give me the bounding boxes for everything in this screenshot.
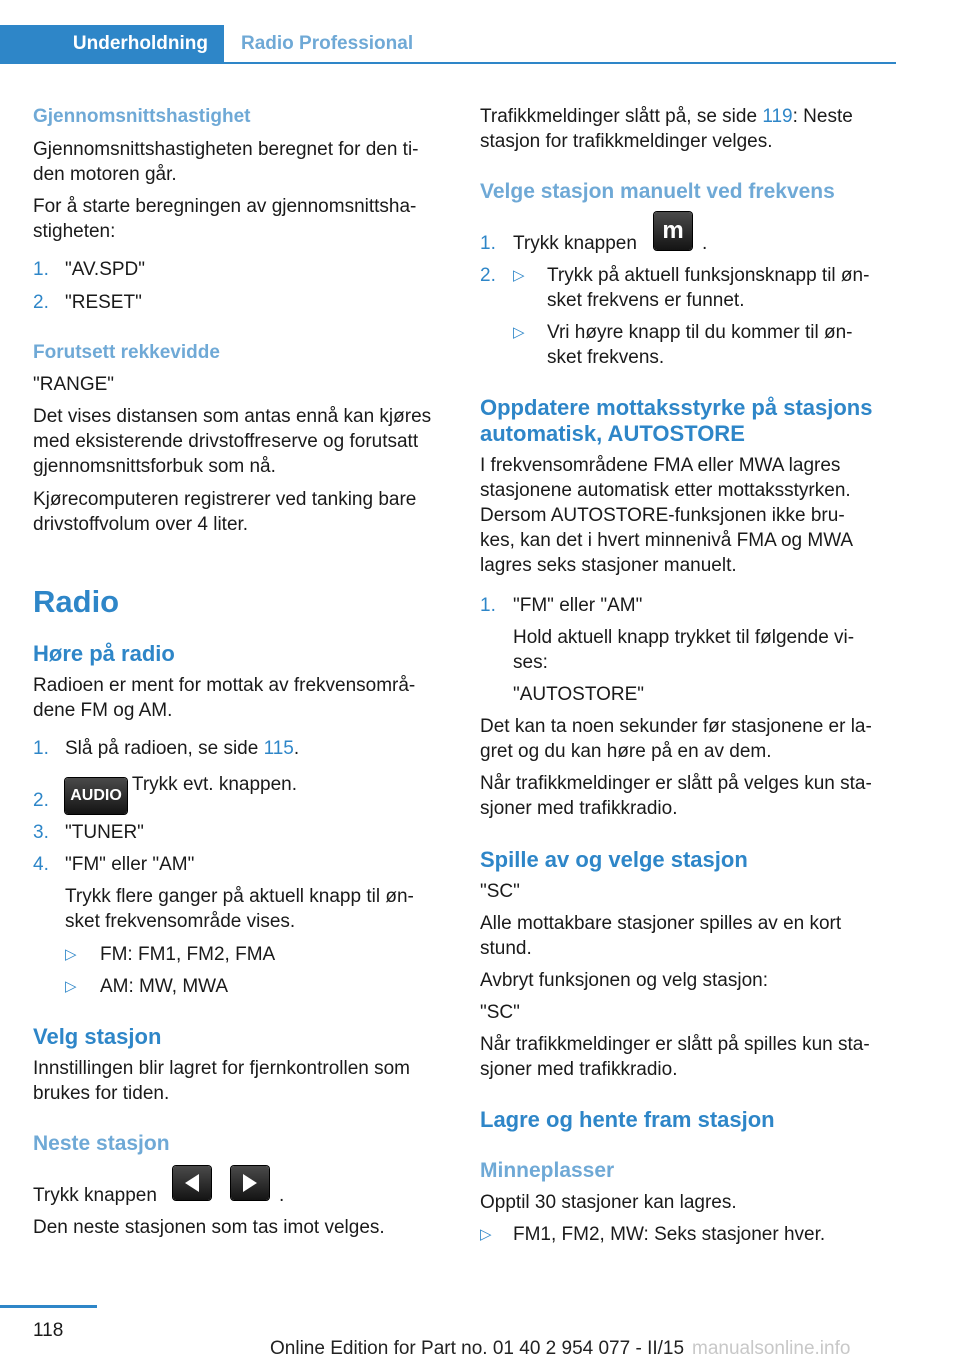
scan-code-2: "SC"	[480, 1002, 520, 1023]
bullet-text: Vri høyre knapp til du kommer til øn-	[547, 322, 853, 343]
select-station-text: Innstillingen blir lagret for fjernkontrollen som	[33, 1058, 411, 1079]
scan-text-2: stund.	[480, 938, 532, 959]
listen-text-2: dene FM og AM.	[33, 700, 173, 721]
list-number: 1.	[33, 738, 49, 759]
step-detail-2: sket frekvensområde vises.	[65, 911, 296, 932]
autostore-text: I frekvensområdene FMA eller MWA lagres	[480, 455, 841, 476]
listen-text: Radioen er ment for mottak av frekvensområ-	[33, 675, 416, 696]
next-station-result: Den neste stasjonen som tas imot velges.	[33, 1217, 385, 1238]
memory-text: Opptil 30 stasjoner kan lagres.	[480, 1192, 737, 1213]
autostore-text-2: stasjonene automatisk etter mottaksstyrken.	[480, 480, 851, 501]
scan-code: "SC"	[480, 881, 520, 902]
watermark: manualsonline.info	[692, 1338, 851, 1359]
triangle-bullet-icon: ▷	[480, 1226, 492, 1243]
list-number: 1.	[480, 595, 496, 616]
page-link-115[interactable]: 115	[263, 738, 294, 759]
range-heading: Forutsett rekkevidde	[33, 342, 220, 363]
avg-speed-text-cont: den motoren går.	[33, 164, 177, 185]
step-text: Trykk knappen	[513, 233, 637, 254]
next-arrow-button-icon	[231, 1166, 269, 1200]
autostore-text-3: Dersom AUTOSTORE-funksjonen ikke bru-	[480, 505, 845, 526]
autostore-heading-2: automatisk, AUTOSTORE	[480, 421, 745, 446]
list-number: 3.	[33, 822, 49, 843]
select-station-heading: Velg stasjon	[33, 1024, 162, 1049]
step-text: Slå på radioen, se side	[65, 738, 264, 759]
range-code: "RANGE"	[33, 374, 115, 395]
list-item-text: "AV.SPD"	[65, 259, 146, 280]
bullet-text-2: sket frekvens.	[547, 347, 665, 368]
step-text-end: .	[702, 233, 708, 254]
avg-speed-heading: Gjennomsnittshastighet	[33, 106, 251, 127]
traffic-text	[480, 104, 895, 129]
step-text: "FM" eller "AM"	[65, 854, 195, 875]
step-text: "FM" eller "AM"	[513, 595, 643, 616]
list-number: 2.	[480, 265, 496, 286]
triangle-bullet-icon: ▷	[65, 946, 77, 963]
list-number: 1.	[33, 259, 49, 280]
autostore-traffic-text-2: sjoner med trafikkradio.	[480, 798, 678, 819]
memory-heading: Minneplasser	[480, 1159, 615, 1182]
next-station-text: Trykk knappen	[33, 1185, 157, 1206]
avg-speed-start-text-cont: stigheten:	[33, 221, 116, 242]
autostore-heading: Oppdatere mottaksstyrke på stasjons	[480, 395, 873, 420]
edition-text: Online Edition for Part no. 01 40 2 954 077 - II/15	[270, 1338, 685, 1359]
list-number: 2.	[33, 292, 49, 313]
list-item-text: "RESET"	[65, 292, 142, 313]
step-text: "TUNER"	[65, 822, 144, 843]
list-number: 2.	[33, 790, 49, 811]
tab-radio-professional[interactable]: Radio Professional	[241, 33, 414, 54]
step-detail: Trykk flere ganger på aktuell knapp til øn-	[65, 886, 414, 907]
menu-m-button-icon: m	[654, 212, 692, 250]
list-number: 1.	[480, 233, 496, 254]
manual-tuning-heading: Velge stasjon manuelt ved frekvens	[480, 180, 835, 203]
range-tanking-text: Kjørecomputeren registrerer ved tanking bare	[33, 489, 417, 510]
scan-cancel-text: Avbryt funksjonen og velg stasjon:	[480, 970, 768, 991]
scan-heading: Spille av og velge stasjon	[480, 847, 748, 872]
range-text-2: med eksisterende drivstoffreserve og forutsatt	[33, 431, 419, 452]
header-tabbar	[0, 25, 896, 64]
range-text-3: gjennomsnittsforbuk som nå.	[33, 456, 276, 477]
avg-speed-text: Gjennomsnittshastigheten beregnet for den ti-	[33, 139, 419, 160]
listen-heading: Høre på radio	[33, 641, 175, 666]
page-link-119[interactable]: 119	[762, 106, 793, 127]
triangle-bullet-icon: ▷	[513, 267, 525, 284]
next-station-text-end: .	[279, 1185, 285, 1206]
step-detail: Hold aktuell knapp trykket til følgende vi-	[513, 627, 855, 648]
radio-heading: Radio	[33, 584, 120, 619]
next-station-press	[33, 1183, 453, 1208]
tab-underholdning[interactable]: Underholdning	[0, 25, 224, 62]
step-text: Trykk evt. knappen.	[127, 774, 298, 795]
step-text-end: .	[293, 738, 300, 759]
page-number: 118	[33, 1320, 64, 1341]
scan-traffic-text: Når trafikkmeldinger er slått på spilles kun sta-	[480, 1034, 870, 1055]
audio-button-icon: AUDIO	[65, 778, 127, 814]
autostore-delay-text-2: gret og du kan høre på en av dem.	[480, 741, 772, 762]
step-detail-3: "AUTOSTORE"	[513, 684, 645, 705]
scan-traffic-text-2: sjoner med trafikkradio.	[480, 1059, 678, 1080]
triangle-bullet-icon: ▷	[65, 978, 77, 995]
avg-speed-start-text: For å starte beregningen av gjennomsnittsha-	[33, 196, 417, 217]
select-station-text-2: brukes for tiden.	[33, 1083, 170, 1104]
list-number: 4.	[33, 854, 49, 875]
store-heading: Lagre og hente fram stasjon	[480, 1107, 775, 1132]
autostore-delay-text: Det kan ta noen sekunder før stasjonene er la-	[480, 716, 872, 737]
autostore-text-4: kes, kan det i hvert minnenivå FMA og MWA	[480, 530, 854, 551]
bullet-text: Trykk på aktuell funksjonsknapp til øn-	[547, 265, 870, 286]
autostore-traffic-text: Når trafikkmeldinger er slått på velges kun sta-	[480, 773, 872, 794]
bullet-text: FM: FM1, FM2, FMA	[100, 944, 276, 965]
bullet-text-2: sket frekvens er funnet.	[547, 290, 745, 311]
step-detail-2: ses:	[513, 652, 548, 673]
traffic-text-end: : Neste	[792, 106, 853, 127]
scan-text: Alle mottakbare stasjoner spilles av en kort	[480, 913, 842, 934]
range-text: Det vises distansen som antas ennå kan kjøres	[33, 406, 432, 427]
bullet-text: FM1, FM2, MW: Seks stasjoner hver.	[513, 1224, 826, 1245]
bullet-text: AM: MW, MWA	[100, 976, 229, 997]
autostore-text-5: lagres seks stasjoner manuelt.	[480, 555, 737, 576]
footer-divider	[0, 1305, 97, 1308]
prev-arrow-button-icon	[173, 1166, 211, 1200]
next-station-heading: Neste stasjon	[33, 1132, 170, 1155]
traffic-text-2: stasjon for trafikkmeldinger velges.	[480, 131, 773, 152]
range-tanking-text-2: drivstoffvolum over 4 liter.	[33, 514, 249, 535]
traffic-text-start: Trafikkmeldinger slått på, se side	[480, 106, 763, 127]
triangle-bullet-icon: ▷	[513, 324, 525, 341]
